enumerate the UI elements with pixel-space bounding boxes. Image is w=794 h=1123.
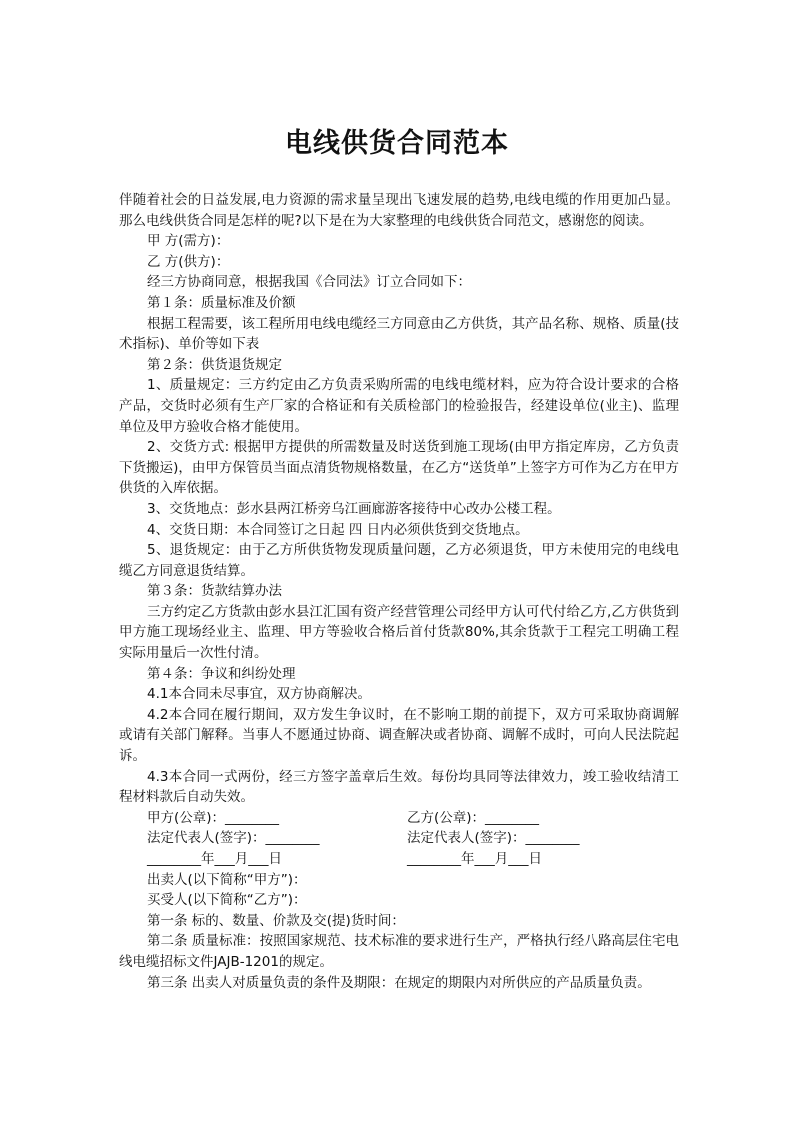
party-a-date: ________年___月___日	[147, 851, 282, 867]
party-a-representative: 法定代表人(签字)：________	[147, 830, 320, 847]
party-b-seal: 乙方(公章)：________	[407, 809, 540, 826]
article-3-heading: 第３条：货款结算办法	[147, 583, 282, 600]
buyer-line: 买受人(以下简称“乙方”)：	[147, 892, 307, 909]
signature-row-representative	[119, 828, 679, 849]
article-2-item-3: 3、交货地点：彭水县两江桥旁乌江画廊游客接待中心改办公楼工程。	[147, 500, 561, 517]
clause-3: 第三条 出卖人对质量负责的条件及期限：在规定的期限内对所供应的产品质量负责。	[147, 974, 651, 991]
agreement-line: 经三方协商同意，根据我国《合同法》订立合同如下：	[147, 274, 471, 291]
article-4-item-1: 4.1本合同未尽事宜，双方协商解决。	[147, 686, 371, 703]
signature-row-seal	[119, 808, 679, 829]
party-b-line: 乙 方(供方)：	[147, 253, 230, 270]
article-2-heading: 第２条：供货退货规定	[147, 356, 282, 373]
article-1-heading: 第１条：质量标准及价额	[147, 294, 296, 311]
clause-2: 第二条 质量标准：按照国家规范、技术标准的要求进行生产，严格执行经八路高层住宅电线电缆招标文件JAJB-1201的规定。	[119, 933, 679, 970]
party-a-line: 甲 方(需方)：	[147, 233, 230, 250]
document-title: 电线供货合同范本	[285, 128, 509, 159]
article-4-heading: 第４条：争议和纠纷处理	[147, 665, 296, 682]
intro-paragraph: 伴随着社会的日益发展,电力资源的需求量呈现出飞速发展的趋势,电线电缆的作用更加凸显。那么电线供货合同是怎样的呢?以下是在为大家整理的电线供货合同范文，感谢您的阅读。	[119, 192, 679, 229]
article-4-item-2: 4.2本合同在履行期间，双方发生争议时，在不影响工期的前提下，双方可采取协商调解或请有关部门解释。当事人不愿通过协商、调查解决或者协商、调解不成时，可向人民法院起诉。	[119, 706, 679, 765]
seller-line: 出卖人(以下简称“甲方”)：	[147, 871, 307, 888]
clause-1: 第一条 标的、数量、价款及交(提)货时间：	[147, 912, 405, 929]
article-2-item-2: 2、交货方式: 根据甲方提供的所需数量及时送货到施工现场(由甲方指定库房，乙方负责下货搬运)，由甲方保管员当面点清货物规格数量，在乙方“送货单”上签字方可作为乙方在甲方供货的入库依据。	[119, 439, 679, 497]
signature-row-date	[119, 849, 679, 870]
article-3-text: 三方约定乙方货款由彭水县江汇国有资产经营管理公司经甲方认可代付给乙方,乙方供货到甲方施工现场经业主、监理、甲方等验收合格后首付货款80%,其余货款于工程完工明确工程实际用量后一次性付清。	[119, 603, 679, 662]
article-2-item-5: 5、退货规定：由于乙方所供货物发现质量问题，乙方必须退货，甲方未使用完的电线电缆乙方同意退货结算。	[119, 542, 679, 579]
article-1-text: 根据工程需要，该工程所用电线电缆经三方同意由乙方供货，其产品名称、规格、质量(技术指标)、单价等如下表	[119, 315, 679, 353]
document-body	[119, 190, 679, 993]
party-b-date: ________年___月___日	[407, 851, 542, 867]
party-a-seal: 甲方(公章)：________	[147, 809, 280, 826]
party-b-representative: 法定代表人(签字)：________	[407, 830, 580, 847]
article-2-item-1: 1、质量规定：三方约定由乙方负责采购所需的电线电缆材料，应为符合设计要求的合格产品，交货时必须有生产厂家的合格证和有关质检部门的检验报告，经建设单位(业主)、监理单位及甲方验收合格才能使用。	[119, 377, 679, 435]
article-2-item-4: 4、交货日期：本合同签订之日起 四 日内必须供货到交货地点。	[147, 521, 529, 538]
article-4-item-3: 4.3本合同一式两份，经三方签字盖章后生效。每份均具同等法律效力，竣工验收结清工程材料款后自动失效。	[119, 768, 679, 806]
